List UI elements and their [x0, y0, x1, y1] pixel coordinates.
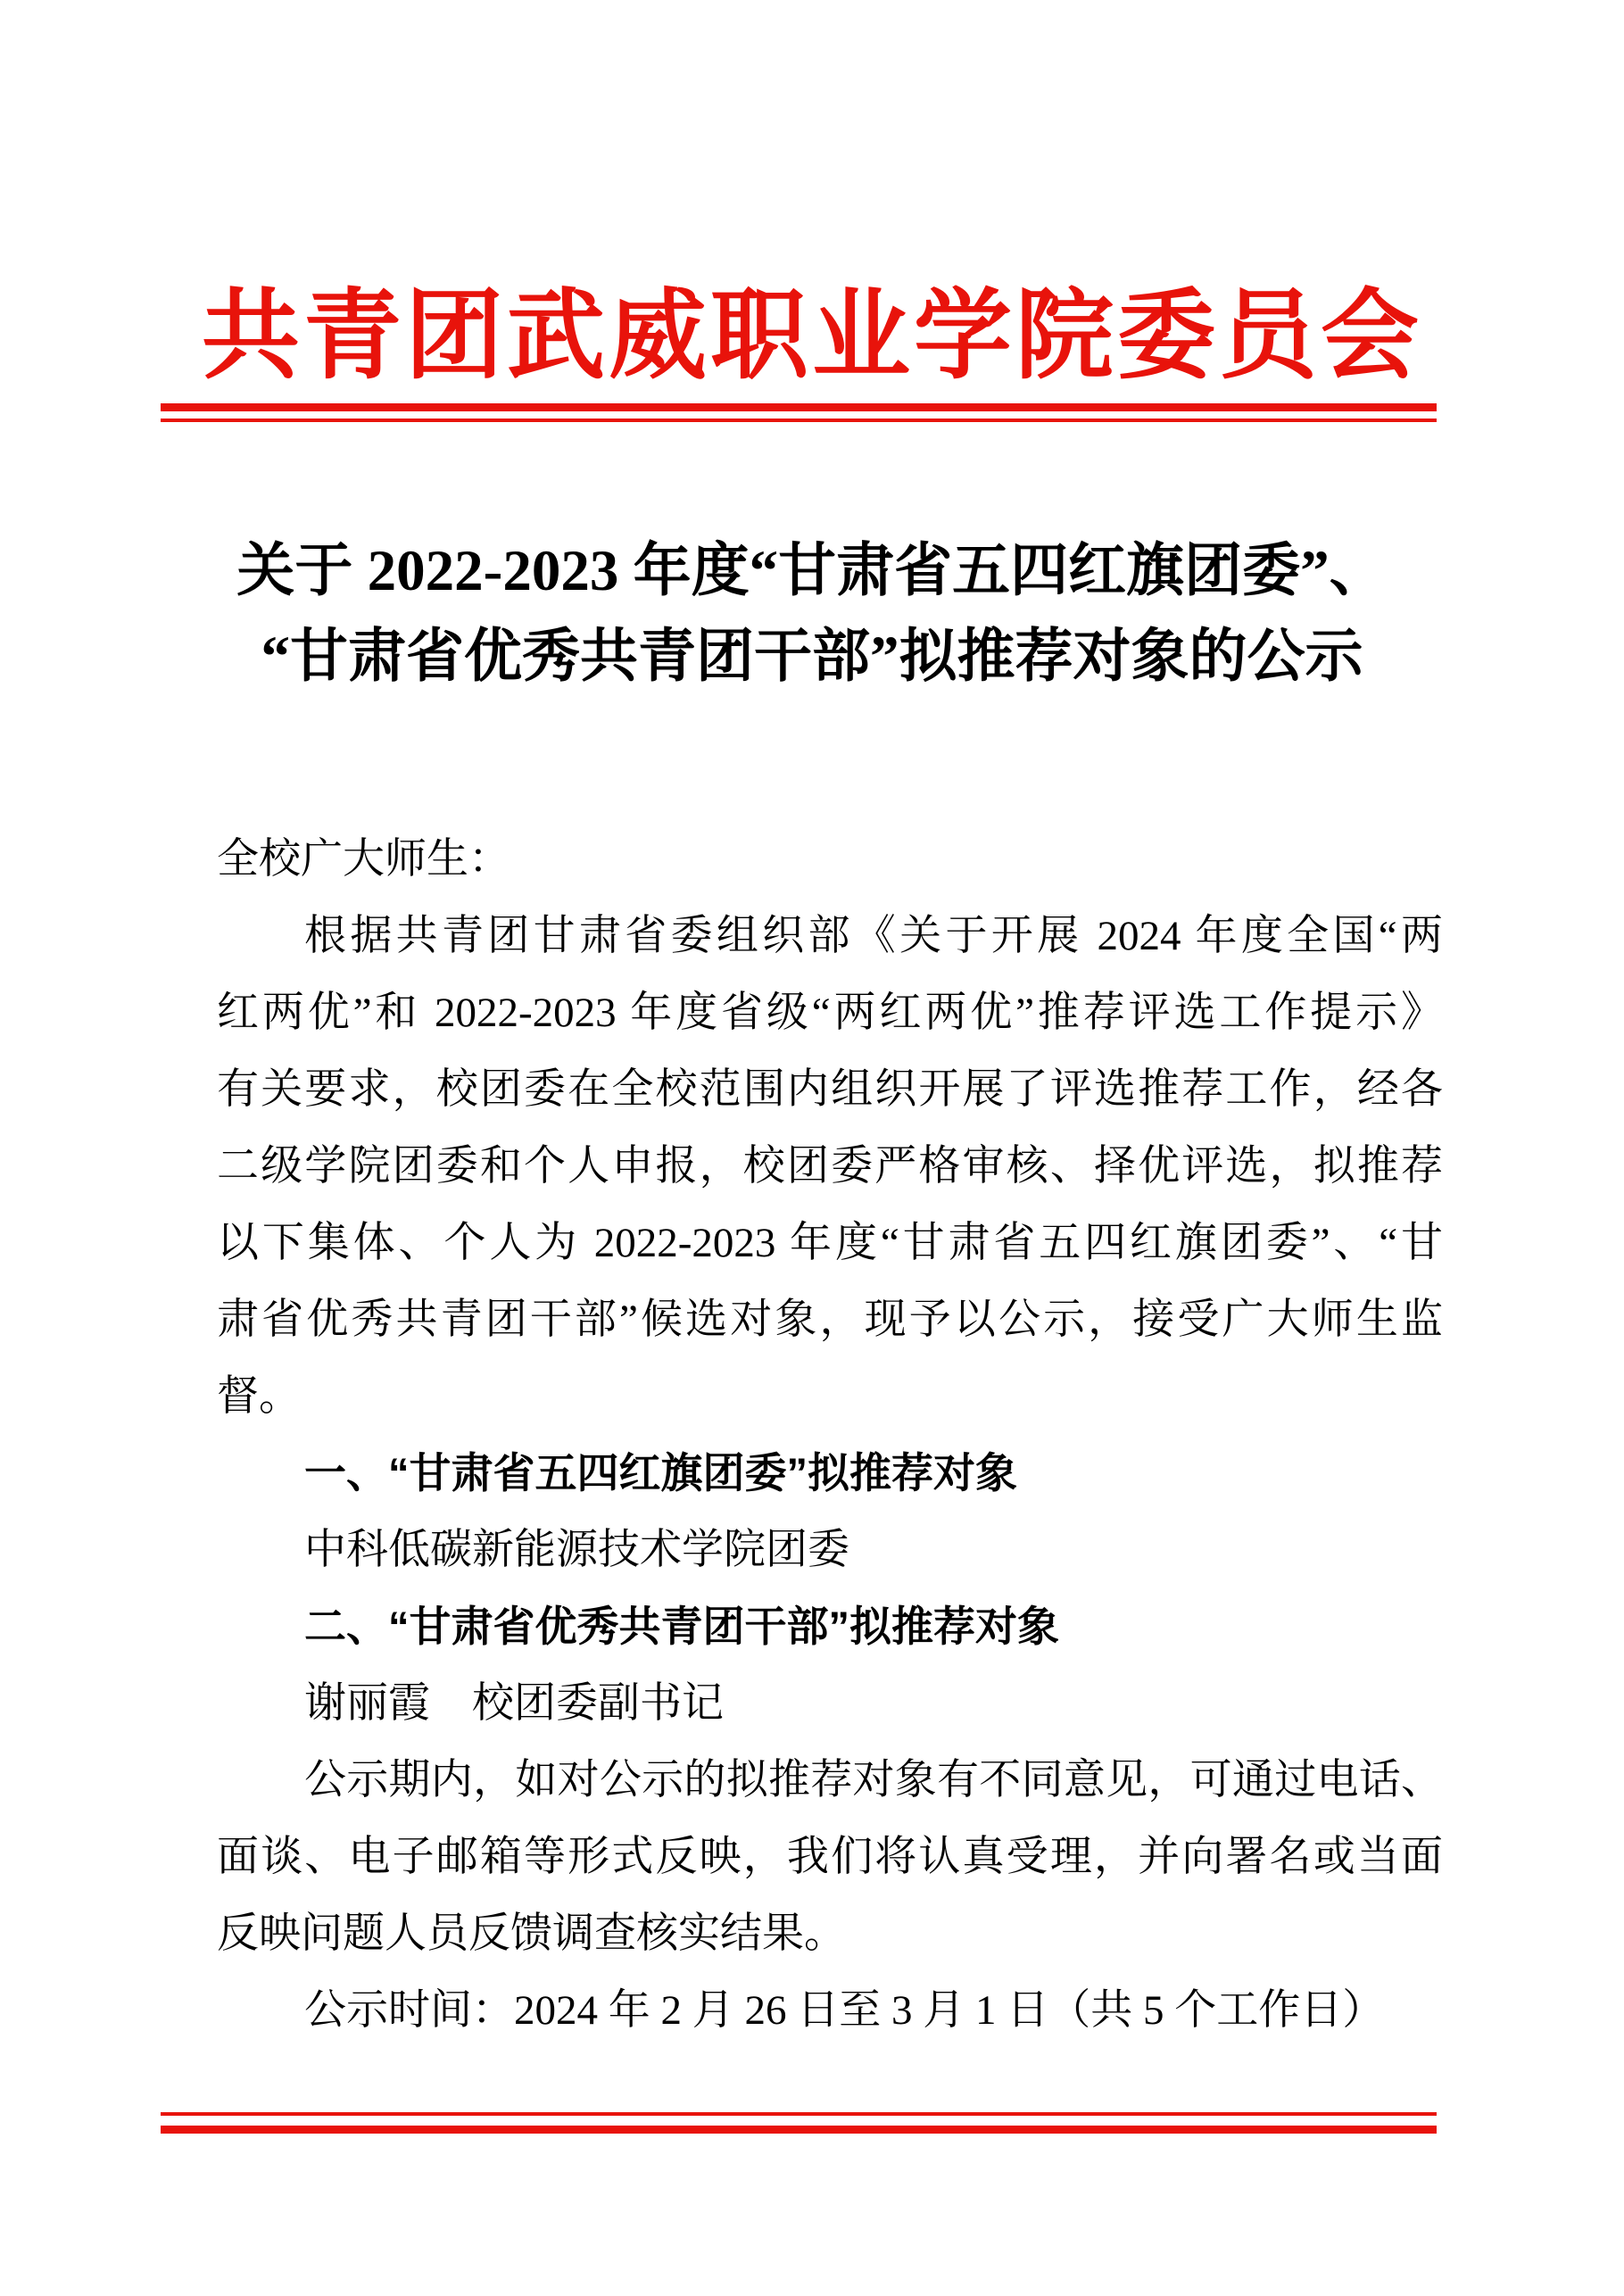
body-line-6: 以下集体、个人为 2022-2023 年度“甘肃省五四红旗团委”、“甘	[217, 1220, 1443, 1266]
document-title	[0, 528, 1624, 700]
document-title-line1: 关于 2022-2023 年度“甘肃省五四红旗团委”、	[236, 539, 1388, 603]
body-line-3: 红两优”和 2022-2023 年度省级“两红两优”推荐评选工作提示》	[217, 990, 1443, 1036]
document-body	[217, 821, 1443, 2049]
document-title-line2: “甘肃省优秀共青团干部”拟推荐对象的公示	[261, 625, 1363, 689]
body-salutation: 全校广大师生：	[217, 836, 510, 883]
publicity-period: 公示时间：2024 年 2 月 26 日至 3 月 1 日（共 5 个工作日）	[304, 1987, 1385, 2034]
body-line-5: 二级学院团委和个人申报，校团委严格审核、择优评选，拟推荐	[217, 1143, 1443, 1189]
section-1-heading: 一、“甘肃省五四红旗团委”拟推荐对象	[304, 1449, 1017, 1496]
footer-rule-thick	[161, 2126, 1437, 2134]
letterhead-rule-thin	[161, 419, 1437, 422]
section-1-nominee: 中科低碳新能源技术学院团委	[304, 1527, 849, 1573]
letterhead-org-name: 共青团武威职业学院委员会	[202, 282, 1422, 391]
body-line-4: 有关要求，校团委在全校范围内组织开展了评选推荐工作，经各	[217, 1066, 1443, 1113]
body-line-13: 公示期内，如对公示的拟推荐对象有不同意见，可通过电话、	[304, 1757, 1443, 1803]
body-line-7: 肃省优秀共青团干部”候选对象，现予以公示，接受广大师生监	[217, 1297, 1443, 1343]
body-line-14: 面谈、电子邮箱等形式反映，我们将认真受理，并向署名或当面	[217, 1834, 1443, 1880]
letterhead-rule-thick	[161, 403, 1437, 411]
body-line-8: 督。	[217, 1373, 301, 1420]
section-2-nominee: 谢丽霞 校团委副书记	[304, 1680, 724, 1727]
section-2-heading: 二、“甘肃省优秀共青团干部”拟推荐对象	[304, 1603, 1059, 1650]
body-line-2: 根据共青团甘肃省委组织部《关于开展 2024 年度全国“两	[304, 913, 1443, 959]
body-line-15: 反映问题人员反馈调查核实结果。	[217, 1911, 846, 1957]
footer-rule-thin	[161, 2112, 1437, 2116]
